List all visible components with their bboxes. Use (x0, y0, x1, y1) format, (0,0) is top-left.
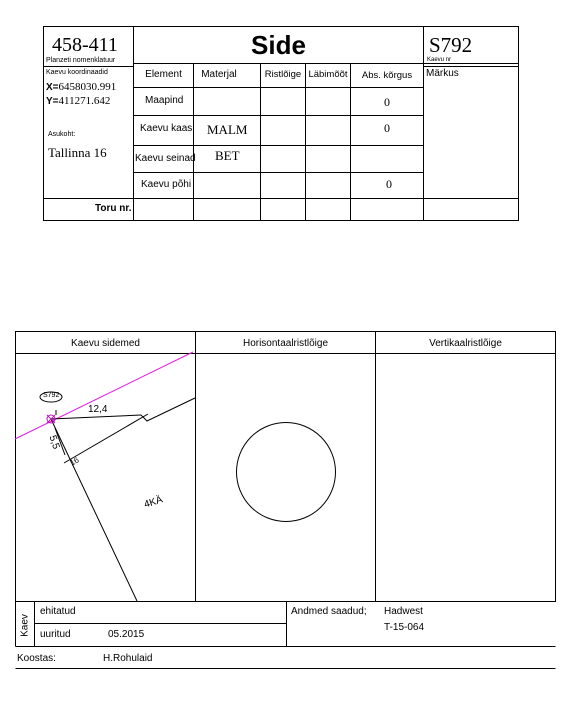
footer-data-ref: T-15-064 (384, 622, 425, 633)
row-material: MALM (207, 122, 248, 137)
row-abs-height: 0 (384, 121, 390, 135)
pipe-number-label: Toru nr. (95, 203, 132, 214)
x-coordinate: X=6458030.991 (46, 81, 117, 93)
col-cross-section: Ristlõige (264, 69, 302, 80)
location-value: Tallinna 16 (48, 145, 107, 160)
well-id: S792 (429, 33, 473, 57)
panel-vertical-title: Vertikaalristlõige (429, 338, 502, 349)
footer-survey-date: 05.2015 (108, 629, 145, 640)
row-abs-height: 0 (384, 95, 390, 109)
row-material: BET (215, 148, 240, 163)
footer-side-label: Kaev (19, 614, 31, 637)
remarks-label: Märkus (426, 68, 459, 79)
sketch-dim-a: 12,4 (88, 404, 108, 415)
sketch-dim-b: 5,5 (46, 434, 62, 451)
row-element: Kaevu seinad (135, 153, 196, 164)
col-abs-height: Abs. kõrgus (361, 70, 413, 81)
col-element: Element (145, 69, 182, 80)
y-coordinate: Y=411271.642 (46, 95, 111, 107)
col-material: Materjal (201, 69, 237, 80)
well-caption: Kaevu nr (427, 57, 452, 63)
row-abs-height: 0 (386, 177, 392, 191)
sheet-caption: Planzeti nomenklatuur (46, 57, 116, 64)
well-section-circle (237, 423, 336, 522)
coords-caption: Kaevu koordinaadid (46, 69, 108, 76)
footer-established-label: ehitatud (40, 606, 76, 617)
row-element: Kaevu kaas (140, 123, 193, 134)
row-element: Maapind (145, 95, 184, 106)
row-element: Kaevu põhi (141, 179, 192, 190)
col-diameter: Läbimõõt (308, 69, 348, 80)
footer-surveyed-label: uuritud (40, 629, 71, 640)
panel-connections-title: Kaevu sidemed (71, 338, 140, 349)
sketch-well-tag: S792 (43, 392, 60, 399)
footer-author: H.Rohulaid (103, 653, 153, 664)
sketch-dim-c: 16 (68, 455, 81, 468)
footer-author-label: Koostas: (17, 653, 56, 664)
page-title: Side (251, 30, 306, 60)
sheet-number: 458-411 (52, 34, 118, 56)
panel-horizontal-title: Horisontaalristlõige (242, 338, 329, 349)
location-caption: Asukoht: (48, 131, 76, 138)
sketch-pipe-label: 4KÄ (142, 494, 165, 511)
footer-data-source: Hadwest (384, 606, 423, 617)
footer-data-source-label: Andmed saadud; (291, 606, 367, 617)
